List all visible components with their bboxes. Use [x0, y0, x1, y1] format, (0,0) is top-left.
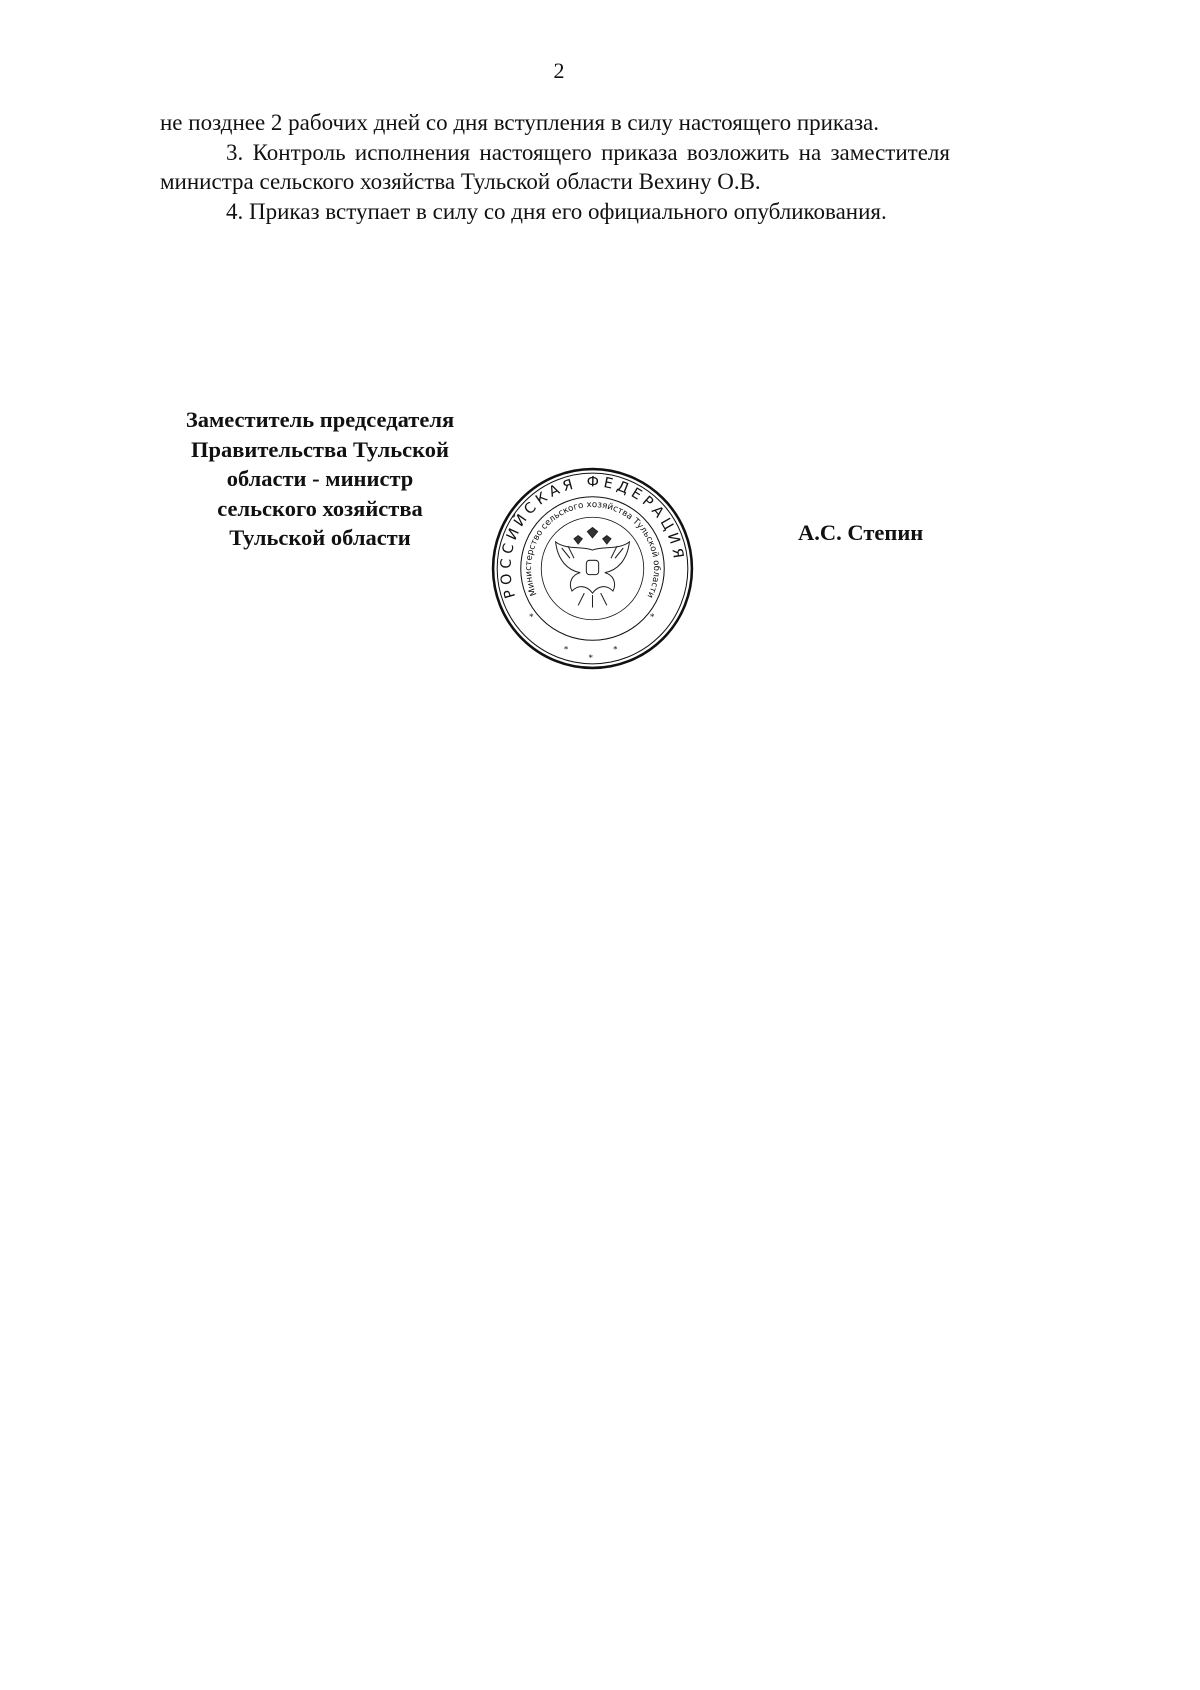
- star-icon: *: [563, 644, 569, 655]
- svg-text:РОССИЙСКАЯ ФЕДЕРАЦИЯ: [490, 466, 689, 624]
- official-seal-stamp: [490, 466, 695, 671]
- page-number: 2: [553, 58, 565, 83]
- document-body: [160, 108, 950, 226]
- signatory-position-line: Тульской области: [229, 525, 411, 550]
- signatory-position-line: Правительства Тульской: [191, 436, 449, 462]
- seal-inner-text: Министерство сельского хозяйства Тульской области: [523, 499, 662, 600]
- paragraph-3: 3. Контроль исполнения настоящего приказа возложить на заместителя министра сельского хозяйства Тульской области Вехину О.В.: [160, 139, 950, 194]
- star-icon: *: [649, 611, 655, 622]
- signatory-position-line: Заместитель председателя: [185, 407, 455, 432]
- paragraph-continuation: не позднее 2 рабочих дней со дня вступления в силу настоящего приказа.: [160, 110, 880, 135]
- star-icon: *: [588, 652, 594, 663]
- signatory-position-line: сельского хозяйства: [217, 495, 423, 521]
- star-icon: *: [528, 611, 534, 622]
- seal-outer-text: РОССИЙСКАЯ ФЕДЕРАЦИЯ: [498, 474, 687, 600]
- signatory-name: А.С. Степин: [798, 520, 924, 545]
- double-headed-eagle-emblem: [556, 528, 630, 608]
- signatory-position: [150, 405, 490, 553]
- signatory-position-line: области - министр: [226, 466, 414, 491]
- star-icon: *: [613, 644, 618, 655]
- paragraph-4: 4. Приказ вступает в силу со дня его официального опубликования.: [226, 198, 887, 224]
